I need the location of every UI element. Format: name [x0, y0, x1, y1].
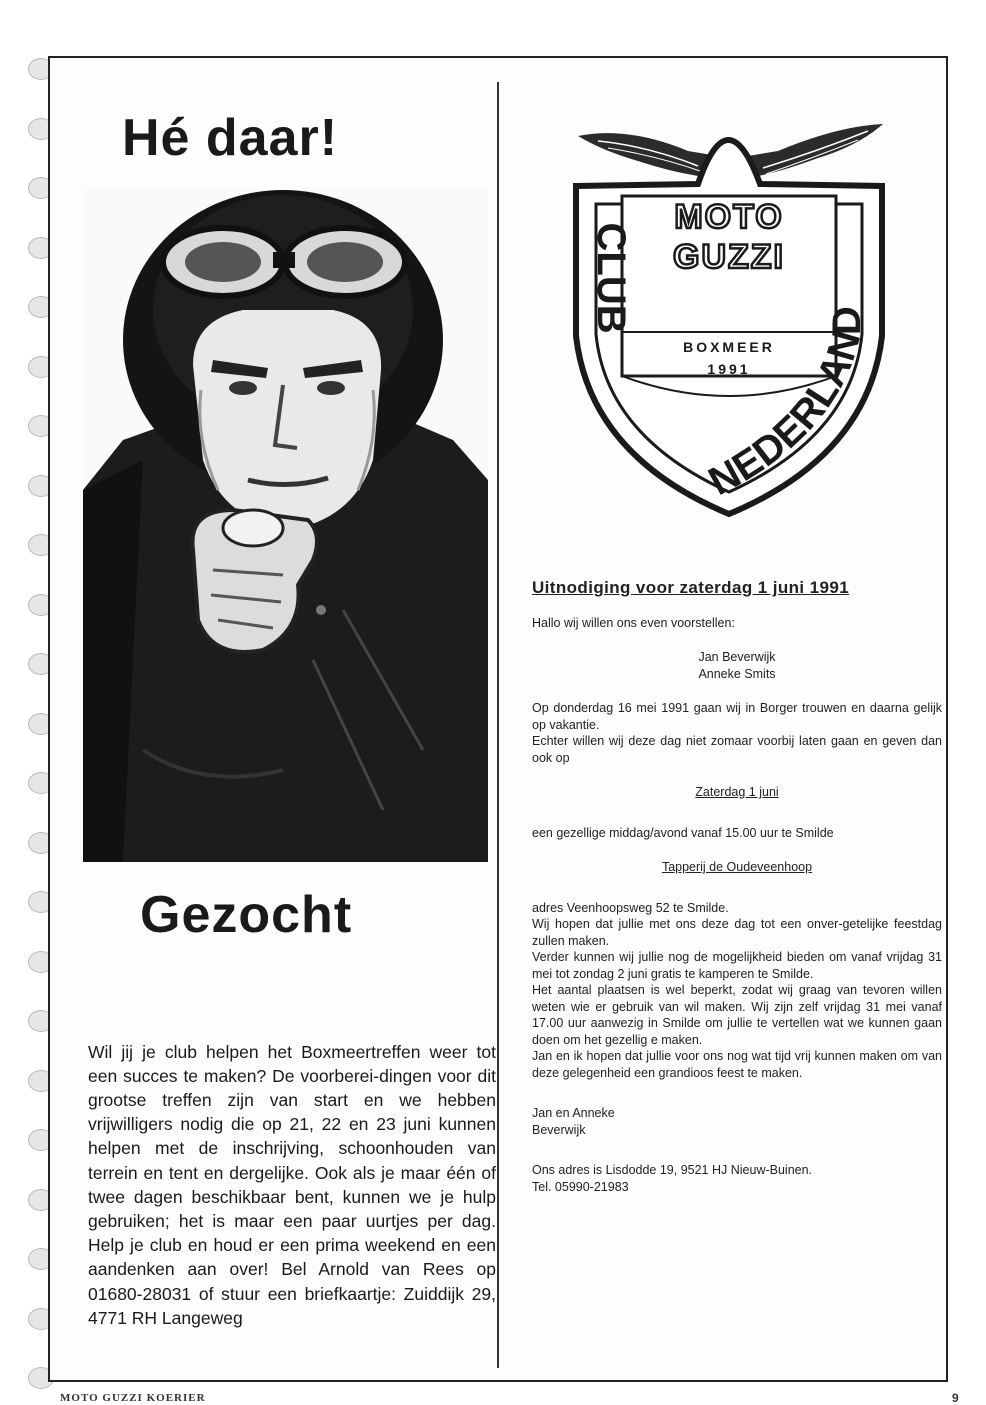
paragraph-celebration: Echter willen wij deze dag niet zomaar voorbij laten gaan en geven dan ook op: [532, 734, 942, 765]
paragraph-wedding: Op donderdag 16 mei 1991 gaan wij in Borger trouwen en daarna gelijk op vakantie.: [532, 701, 942, 732]
contact-address: Ons adres is Lisdodde 19, 9521 HJ Nieuw-Buinen.: [532, 1163, 813, 1177]
logo-moto-text: MOTO: [674, 198, 784, 236]
signature-surname: Beverwijk: [532, 1122, 586, 1137]
column-divider: [497, 82, 499, 1368]
paragraph-address: adres Veenhoopsweg 52 te Smilde.: [532, 900, 729, 915]
signature-names: Jan en Anneke: [532, 1106, 615, 1120]
logo-year-text: 1991: [707, 361, 751, 377]
pointing-aviator-photo: [83, 190, 488, 862]
invitation-article: [532, 580, 942, 1195]
club-logo: [568, 96, 890, 522]
intro-text: Hallo wij willen ons even voorstellen:: [532, 615, 735, 630]
logo-city-text: BOXMEER: [683, 339, 775, 355]
logo-guzzi-text: GUZZI: [673, 238, 785, 276]
paragraph-hope: Wij hopen dat jullie met ons deze dag tot een onver-getelijke feestdag zullen maken.: [532, 917, 942, 948]
logo-nederland-text: NEDERLAND: [701, 306, 870, 505]
recruitment-text: Wil jij je club helpen het Boxmeertreffen weer tot een succes te maken? De voorberei-dingen voor dit grootse treffen zijn van start en we hebben vrijwilligers nodig die op 21, 22 en 23 juni kunnen helpen met de inschrijving, schoonhouden van terrein en tent en dergelijke. Ook als je maar één of twee dagen beschikbaar bent, kunnen we je hulp gebruiken; het is maar een paar uurtjes per dag. Help je club en houd er een prima weekend en een aandenken aan over! Bel Arnold van Rees op 01680-28031 of stuur een briefkaartje: Zuiddijk 29, 4771 RH Langeweg: [88, 1041, 496, 1328]
logo-club-text: CLUB: [589, 222, 633, 334]
contact-phone: Tel. 05990-21983: [532, 1179, 629, 1194]
name-line-2: Anneke Smits: [698, 666, 776, 681]
invitation-heading: Uitnodiging voor zaterdag 1 juni 1991: [532, 578, 850, 597]
paragraph-places: Het aantal plaatsen is wel beperkt, zodat wij graag van tevoren willen weten wie er gebruik van wil maken. Wij zijn zelf vrijdag 31 mei vanaf 17.00 uur aanwezig in Smilde om jullie te vertellen wat we kunnen gaan doen om het gezellig e maken.: [532, 983, 942, 1047]
name-line-1: Jan Beverwijk: [698, 650, 776, 664]
paragraph-time: een gezellige middag/avond vanaf 15.00 uur te Smilde: [532, 825, 834, 840]
page-title: Hé daar!: [122, 109, 339, 167]
venue-name: Tapperij de Oudeveenhoop: [661, 860, 813, 874]
section-heading: Gezocht: [140, 886, 353, 944]
date-line: Zaterdag 1 juni: [695, 785, 779, 799]
magazine-name: MOTO GUZZI KOERIER: [60, 1392, 206, 1404]
paragraph-camping: Verder kunnen wij jullie nog de mogelijkheid bieden om vanaf vrijdag 31 mei tot zondag 2 juni gratis te kamperen te Smilde.: [532, 950, 942, 981]
page-number: 9: [952, 1391, 959, 1405]
paragraph-closing: Jan en ik hopen dat jullie voor ons nog wat tijd vrij kunnen maken om van deze gelegenheid een grandioos feest te maken.: [532, 1049, 942, 1080]
